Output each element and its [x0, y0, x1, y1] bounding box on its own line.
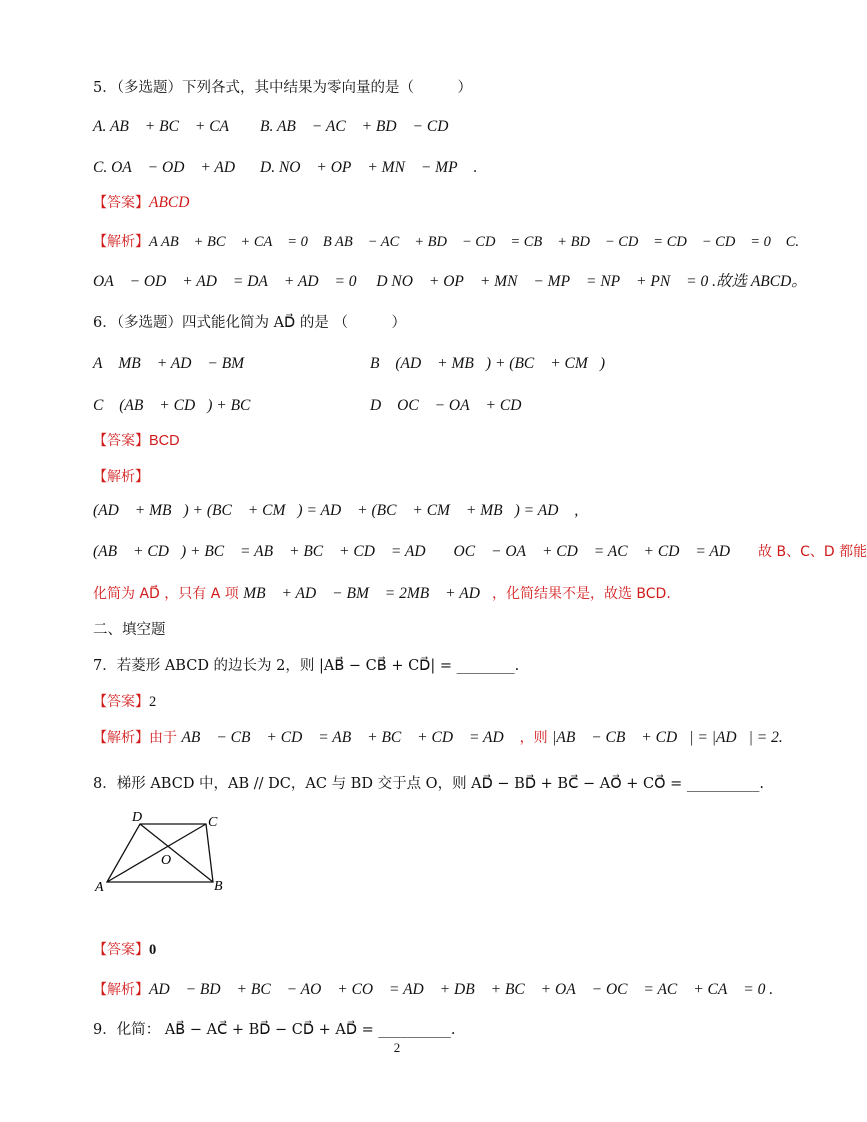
q6-analysis-2b: 故 B、C、D 都能 [758, 544, 867, 560]
q5-analysis-2b: D NO⃗ + OP⃗ + MN⃗ − MP⃗ = NP⃗ + PN⃗ = 0 .故选 ABCD。 [376, 273, 807, 290]
q5-analysis-2a: OA⃗ − OD⃗ + AD⃗ = DA⃗ + AD⃗ = 0 ； [93, 273, 373, 290]
q6-analysis-line-3 [93, 584, 734, 604]
analysis-tag: 【解析】 [93, 234, 149, 250]
diagonal-ac [107, 824, 206, 882]
answer-tag: 【答案】 [93, 942, 149, 958]
trapezoid-diagram [95, 808, 245, 893]
q7-analysis-a: 由于 [149, 730, 182, 746]
q8-title: 8．梯形 ABCD 中，AB // DC，AC 与 BD 交于点 O，则 AD⃗ − BD⃗ + BC⃗ − AO⃗ + CO⃗ = __________. [93, 776, 765, 792]
q6-answer-value: BCD [149, 433, 180, 449]
answer-tag: 【答案】 [93, 694, 149, 710]
page-number: 2 [393, 1040, 401, 1055]
q5-analysis-line-1 [93, 232, 800, 252]
vertex-label-c: C [208, 815, 218, 830]
q7-answer-value: 2 [149, 694, 157, 710]
q7-analysis-d: |AB⃗ − CB⃗ + CD⃗| = |AD⃗| = 2. [552, 729, 783, 746]
q5-title: 5．（多选题）下列各式，其中结果为零向量的是（ ） [93, 80, 472, 96]
q6-option-c: C． (AB⃗ + CD⃗) + BC⃗ [93, 397, 263, 414]
q6-analysis-tag-line [93, 467, 734, 487]
q5-option-a-text: A. AB⃗ + BC⃗ + CA⃗ ； [93, 118, 258, 135]
q6-analysis-2a: (AB⃗ + CD⃗) + BC⃗ = AB⃗ + BC⃗ + CD⃗ = AD⃗ ，OC⃗ − OA⃗ + CD⃗ = AC⃗ + CD⃗ = AD⃗ ， [93, 543, 759, 560]
q5-option-c-text: C. OA⃗ − OD⃗ + AD⃗ ； [93, 159, 264, 176]
q7-title: 7．若菱形 ABCD 的边长为 2，则 |AB⃗ − CB⃗ + CD⃗| = ________. [93, 658, 520, 674]
analysis-tag: 【解析】 [93, 730, 149, 746]
q5-option-d-text: D. NO⃗ + OP⃗ + MN⃗ − MP⃗ . [260, 159, 478, 176]
q6-analysis-3a: 化简为 AD⃗ ，只有 A 项 [93, 586, 244, 602]
analysis-tag: 【解析】 [93, 982, 149, 998]
q6-analysis-line-2 [93, 542, 867, 562]
q7-answer [93, 692, 734, 712]
q6-options-row-2 [93, 396, 734, 416]
q6-options-row-1 [93, 354, 734, 374]
q5-option-a [93, 117, 734, 137]
trapezoid-figure [95, 808, 245, 897]
q9-title: 9．化简： AB⃗ − AC⃗ + BD⃗ − CD⃗ + AD⃗ = __________. [93, 1022, 456, 1038]
vertex-label-d: D [132, 810, 143, 825]
q5-analysis-1: A AB⃗ + BC⃗ + CA⃗ = 0 ；B AB⃗ − AC⃗ + BD⃗ − CD⃗ = CB⃗ + BD⃗ − CD⃗ = CD⃗ − CD⃗ = 0 ；C. [149, 234, 800, 250]
q6-option-a: A． MB⃗ + AD⃗ − BM⃗ [93, 355, 257, 372]
q8-answer-value: 0 [149, 942, 157, 958]
q5-option-c [93, 158, 734, 178]
point-label-o: O [161, 853, 172, 868]
vertex-label-a: A [95, 880, 104, 895]
q6-analysis-1: (AD⃗ + MB⃗) + (BC⃗ + CM⃗) = AD⃗ + (BC⃗ + CM⃗ + MB⃗) = AD⃗ , [93, 502, 579, 519]
q7-analysis [93, 728, 783, 748]
q8-analysis-text: AD⃗ − BD⃗ + BC⃗ − AO⃗ + CO⃗ = AD⃗ + DB⃗ + BC⃗ + OA⃗ − OC⃗ = AC⃗ + CA⃗ = 0 . [149, 981, 774, 998]
section-heading: 二、填空题 [93, 622, 166, 638]
answer-tag: 【答案】 [93, 433, 149, 449]
q7-analysis-c: ，则 [519, 730, 553, 746]
diagonal-bd [140, 824, 213, 882]
vertex-label-b: B [214, 879, 223, 894]
q7-analysis-b: AB⃗ − CB⃗ + CD⃗ = AB⃗ + BC⃗ + CD⃗ = AD⃗ [181, 729, 520, 746]
q5-answer [93, 193, 734, 213]
q8-analysis [93, 980, 774, 1000]
q6-analysis-3c: ，化简结果不是，故选 BCD. [491, 586, 671, 602]
q6-title: 6．（多选题）四式能化简为 AD⃗ 的是 （ ） [93, 315, 406, 331]
q6-option-b: B． (AD⃗ + MB⃗) + (BC⃗ + CM⃗) [370, 355, 605, 372]
answer-tag: 【答案】 [93, 195, 149, 211]
q8-answer [93, 940, 734, 960]
q5-answer-value: ABCD [149, 194, 190, 211]
q6-analysis-3b: MB⃗ + AD⃗ − BM⃗ = 2MB⃗ + AD⃗ [243, 585, 492, 602]
analysis-tag: 【解析】 [93, 469, 149, 485]
q5-option-b-text: B. AB⃗ − AC⃗ + BD⃗ − CD⃗ ； [260, 118, 477, 135]
q6-answer [93, 431, 734, 451]
q6-option-d: D． OC⃗ − OA⃗ + CD⃗ [370, 397, 534, 414]
q5-analysis-line-2 [93, 272, 807, 292]
